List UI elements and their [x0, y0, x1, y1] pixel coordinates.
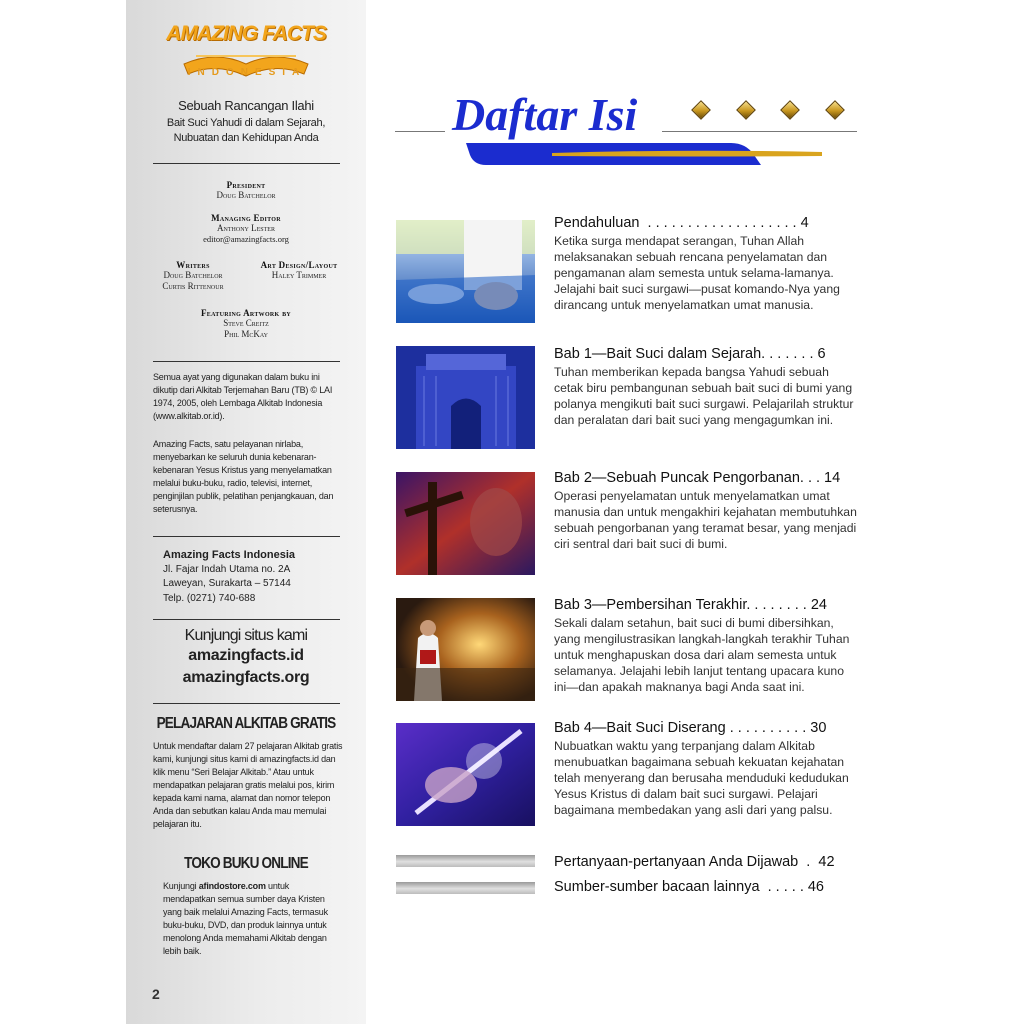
role-label: Managing Editor: [211, 213, 281, 223]
toc-entry-desc: Ketika surga mendapat serangan, Tuhan Allah melaksanakan sebuah rencana penyelamatan dan pengamanan alam semesta untuk selama-lamanya. Jelajahi bait suci surgawi—pusat komando-Nya yang dirancang untuk menyelamatkan umat manusia.: [554, 234, 840, 312]
toc-entry-desc: Sekali dalam setahun, bait suci di bumi dibersihkan, yang mengilustrasikan langkah-langkah terakhir Tuhan untuk menghapuskan dosa dari alam semesta untuk selamanya. Jelajahi lebih lanjut tentang upacara kuno ini—dan apakah maknanya bagi Anda saat ini.: [554, 616, 850, 694]
publication-subtitle-2: Nubuatan dan Kehidupan Anda: [173, 132, 319, 144]
lessons-text: Untuk mendaftar dalam 27 pelajaran Alkitab gratis kami, kunjungi situs kami di amazingfacts.id dan klik menu “Seri Belajar Alkitab.” Atau untuk mendapatkan pelajaran gratis melalui pos, kirim kepada kami nama, alamat dan nomor telepon Anda dan sebutkan kalau Anda mau memulai pelajaran itu.: [153, 741, 343, 829]
toc-entry-title[interactable]: Bab 2—Sebuah Puncak Pengorbanan. . . 14: [554, 470, 841, 486]
visit-block: [126, 627, 366, 689]
lessons-heading: PELAJARAN ALKITAB GRATIS: [156, 715, 336, 732]
logo-subtitle: INDONESIA: [187, 67, 307, 78]
org-name: Amazing Facts Indonesia: [163, 549, 296, 561]
visit-label: Kunjungi situs kami: [184, 627, 308, 644]
role-label: Art Design/Layout: [260, 260, 338, 270]
person-name: Doug Batchelor: [216, 190, 276, 200]
title-swoosh: [466, 141, 826, 167]
thumbnail-chapter-3: [396, 598, 535, 701]
address-line: Jl. Fajar Indah Utama no. 2A: [163, 563, 291, 575]
credit-managing-editor: [126, 213, 366, 244]
address-block: [163, 548, 343, 606]
store-link[interactable]: afindostore.com: [198, 881, 266, 891]
thumbnail-introduction: [396, 220, 535, 323]
thumbnail-chapter-4: [396, 723, 535, 826]
copyright-note: Semua ayat yang digunakan dalam buku ini dikutip dari Alkitab Terjemahan Baru (TB) © LAI 1974, 2005, oleh Lembaga Alkitab Indonesia (www.alkitab.or.id).: [153, 372, 333, 421]
toc-entry-desc: Tuhan memberikan kepada bangsa Yahudi sebuah cetak biru pembangunan sebuah bait suci di bumi yang polanya mengikuti bait suci surgawi. Pelajarilah struktur dan peralatan dari bait suci yang mengagumkan ini.: [554, 365, 854, 427]
toc-entry-title[interactable]: Pertanyaan-pertanyaan Anda Dijawab . 42: [554, 854, 835, 870]
header-rule-left: [395, 131, 445, 132]
credit-president: [126, 180, 366, 201]
thumbnail-chapter-1: [396, 346, 535, 449]
toc-entry-title[interactable]: Bab 3—Pembersihan Terakhir. . . . . . . . 24: [554, 597, 827, 613]
person-name: Anthony Lester: [217, 223, 275, 233]
publication-subtitle-1: Bait Suci Yahudi di dalam Sejarah,: [166, 117, 326, 129]
phone-line: Telp. (0271) 740-688: [163, 592, 256, 604]
role-label: President: [226, 180, 266, 190]
person-name: Steve Creitz: [223, 318, 269, 328]
header-rule-right: [662, 131, 857, 132]
toc-entry-title[interactable]: Bab 4—Bait Suci Diserang . . . . . . . . . . 30: [554, 720, 827, 736]
store-heading: TOKO BUKU ONLINE: [184, 855, 308, 872]
diamond-ornament-icon: [736, 100, 756, 120]
page-number: 2: [152, 986, 160, 1002]
divider: [153, 703, 340, 704]
editor-email: editor@amazingfacts.org: [203, 234, 289, 244]
logo-title: AMAZING FACTS: [166, 22, 326, 45]
toc-entry-title[interactable]: Bab 1—Bait Suci dalam Sejarah. . . . . . . 6: [554, 346, 826, 362]
publication-title-block: [126, 98, 366, 146]
diamond-ornament-icon: [780, 100, 800, 120]
gray-bar: [396, 882, 535, 894]
role-label: Writers: [176, 260, 210, 270]
about-text: Amazing Facts, satu pelayanan nirlaba, menyebarkan ke seluruh dunia kebenaran-kebenaran Yesus Kristus yang menyelamatkan melalui buku-buku, radio, televisi, internet, penginjilan publik, pelatihan penjangkauan, dan seterusnya.: [153, 439, 334, 514]
address-line: Laweyan, Surakarta – 57144: [163, 578, 291, 589]
store-text-pre: Kunjungi: [163, 881, 199, 891]
toc-entry-title[interactable]: Pendahuluan . . . . . . . . . . . . . . . . . . . 4: [554, 215, 809, 231]
publication-title: Sebuah Rancangan Ilahi: [178, 98, 314, 113]
toc-entry-desc: Operasi penyelamatan untuk menyelamatkan umat manusia dan untuk mengakhiri kejahatan membutuhkan sebuah pengorbanan yang teramat besar, yang menjadi ciri sentral dari bait suci di bumi.: [554, 489, 857, 551]
divider: [153, 619, 340, 620]
person-name: Curtis Rittenour: [162, 281, 224, 291]
person-name: Haley Trimmer: [271, 270, 327, 280]
sidebar: [126, 0, 366, 1024]
toc-title: Daftar Isi: [452, 89, 638, 140]
person-name: Phil McKay: [224, 329, 268, 339]
thumbnail-chapter-2: [396, 472, 535, 575]
store-text-rest: untuk mendapatkan semua sumber daya Kristen yang baik melalui Amazing Facts, termasuk buku-buku, DVD, dan produk lainnya untuk menolong Anda memahami Alkitab dengan lebih baik.: [163, 881, 328, 956]
toc-entry-title[interactable]: Sumber-sumber bacaan lainnya . . . . . 46: [554, 879, 824, 895]
credit-art-design: [244, 260, 354, 281]
website-link[interactable]: amazingfacts.org: [182, 669, 310, 686]
gray-bar: [396, 855, 535, 867]
person-name: Doug Batchelor: [163, 270, 223, 280]
store-text: [163, 880, 343, 958]
amazing-facts-logo: [166, 20, 326, 82]
diamond-ornament-icon: [691, 100, 711, 120]
divider: [153, 536, 340, 537]
website-link[interactable]: amazingfacts.id: [188, 647, 304, 664]
divider: [153, 163, 340, 164]
credit-artwork: [126, 308, 366, 340]
diamond-ornament-icon: [825, 100, 845, 120]
role-label: Featuring Artwork by: [200, 308, 292, 318]
credit-writers: [138, 260, 248, 292]
divider: [153, 361, 340, 362]
toc-entry-desc: Nubuatkan waktu yang terpanjang dalam Alkitab menubuatkan bagaimana sebuah kekuatan kejahatan telah menyerang dan berusaha menduduki kedudukan Yesus Kristus di dalam bait suci surgawi. Pelajari bagaimana membedakan yang asli dari yang palsu.: [554, 739, 849, 817]
